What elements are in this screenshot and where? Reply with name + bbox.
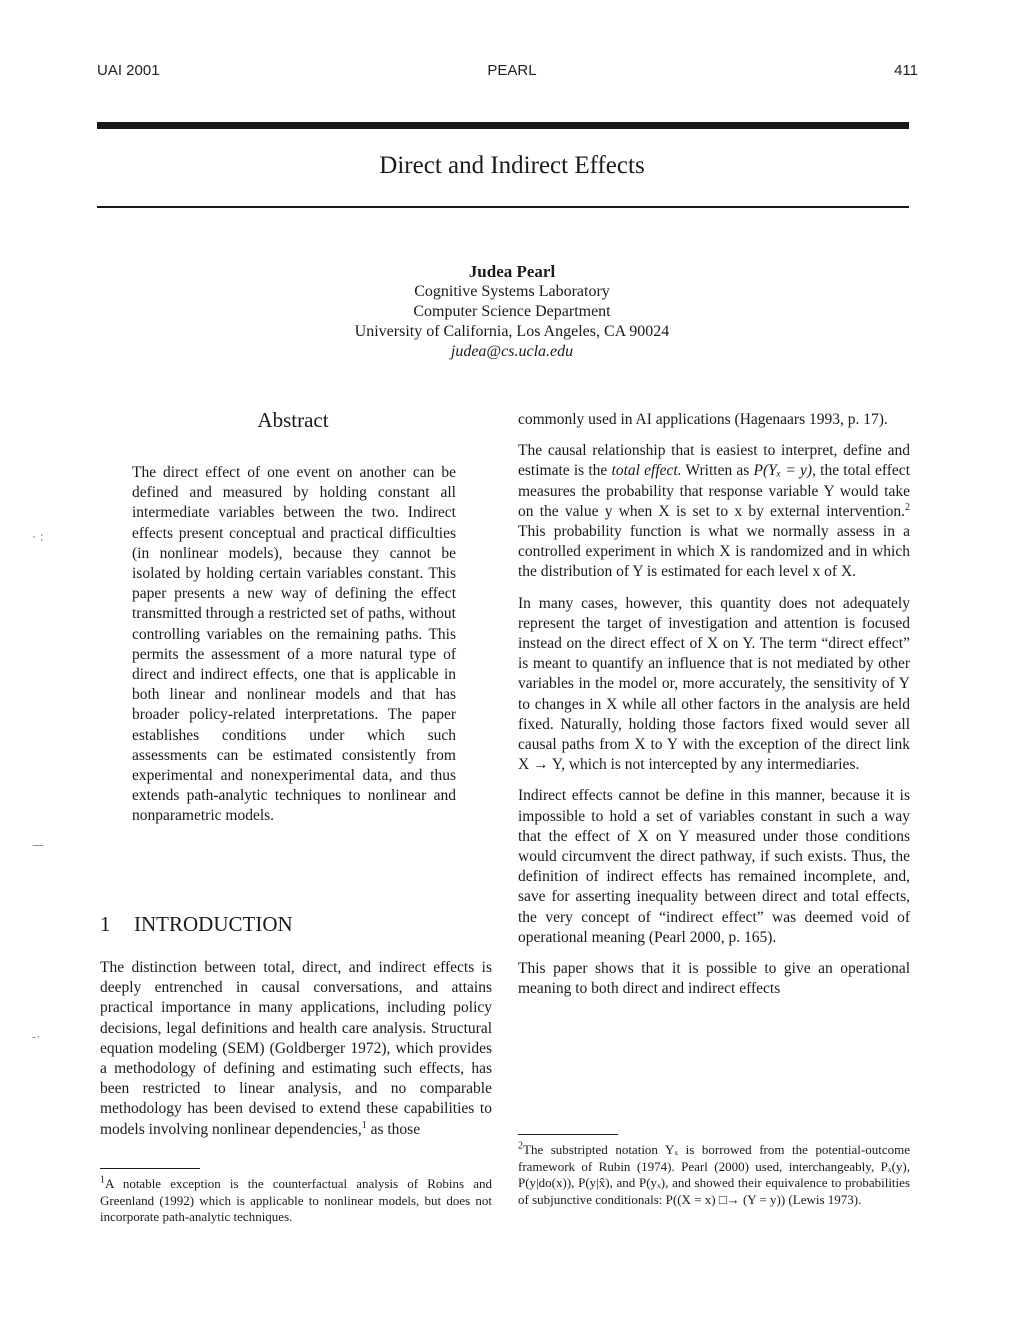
- total-effect-text-b: Written as: [681, 462, 754, 480]
- author-email: judea@cs.ucla.edu: [450, 343, 574, 360]
- running-header-author: PEARL: [487, 62, 537, 79]
- footnote-rule-right: [518, 1134, 618, 1135]
- section-title: INTRODUCTION: [134, 912, 293, 936]
- intro-text-part2: as those: [366, 1120, 421, 1138]
- footnote-2: [518, 1142, 910, 1208]
- abstract-heading: Abstract: [257, 408, 329, 432]
- author-block: [0, 262, 1024, 362]
- section-heading-introduction: [100, 912, 293, 937]
- total-effect-text-a: The causal relationship that is easiest to interpret, define and estimate is the: [518, 442, 910, 480]
- footnote-2-mark: 2: [518, 1140, 523, 1152]
- author-affiliation-university: University of California, Los Angeles, CA 90024: [354, 323, 670, 340]
- margin-scan-mark: —: [32, 838, 44, 852]
- margin-scan-mark: · :: [32, 530, 44, 544]
- footnote-rule-left: [100, 1168, 200, 1169]
- total-effect-term: total effect.: [611, 462, 682, 480]
- footnote-1-mark: 1: [100, 1174, 105, 1186]
- intro-text-part1: The distinction between total, direct, and indirect effects is deeply entrenched in causal conversations, and attains practical importance in many applications, including policy decisions, legal definitions and health care analysis. Structural equation modeling (SEM) (Goldberger 1972), which provides a methodology of defining and estimating such effects, has been restricted to linear analysis, and no comparable methodology has been devised to extend these capabilities to models involving nonlinear dependencies,: [100, 959, 492, 1138]
- right-paragraph-total-effect: [518, 441, 910, 582]
- total-effect-text-d: This probability function is what we normally assess in a controlled experiment in which X is randomized and in which the distribution of Y is estimated for each level x of X.: [518, 523, 910, 581]
- title-rule-bottom: [97, 206, 909, 208]
- author-affiliation-lab: Cognitive Systems Laboratory: [414, 283, 610, 300]
- footnote-2-ref: 2: [905, 501, 910, 513]
- total-effect-text-c: , the total effect measures the probability that response variable Y would take on the value y when X is set to x by external intervention.: [518, 462, 910, 520]
- right-paragraph-contribution: This paper shows that it is possible to give an operational meaning to both direct and indirect effects: [518, 960, 910, 998]
- margin-scan-mark: -·: [32, 1030, 41, 1044]
- right-paragraph-continuation: commonly used in AI applications (Hagenaars 1993, p. 17).: [518, 411, 888, 428]
- footnote-2-text: The substripted notation Yₓ is borrowed from the potential-outcome framework of Rubin (1974). Pearl (2000) used, interchangeably, Pₓ(y), P(y|do(x)), P(y|x̂), and P(yₓ), and showed their equivalence to probabilities of subjunctive conditionals: P((X = x) □→ (Y = y)) (Lewis 1973).: [518, 1142, 910, 1207]
- abstract-text: The direct effect of one event on another can be defined and measured by holding constant all intermediate variables between the two. Indirect effects present conceptual and practical difficulties (in nonlinear models), because they cannot be isolated by holding certain variables constant. This paper presents a new way of defining the effect transmitted through a restricted set of paths, without controlling variables on the remaining paths. This permits the assessment of a more natural type of direct and indirect effects, one that is applicable in both linear and nonlinear models and that has broader policy-related interpretations. The paper establishes conditions under which such assessments can be estimated consistently from experimental and nonexperimental data, and thus extends path-analytic techniques to nonlinear and nonparametric models.: [132, 464, 456, 825]
- author-name: Judea Pearl: [468, 262, 556, 281]
- right-column: [518, 410, 910, 1010]
- section-number: 1: [100, 912, 111, 936]
- total-effect-formula: P(Yₓ = y): [753, 462, 813, 480]
- footnote-1: [100, 1176, 492, 1226]
- paper-title: Direct and Indirect Effects: [379, 152, 645, 179]
- intro-paragraph: [100, 958, 492, 1140]
- author-affiliation-dept: Computer Science Department: [413, 303, 611, 320]
- footnote-1-ref: 1: [361, 1119, 367, 1131]
- running-header-venue: UAI 2001: [97, 62, 160, 79]
- page-number: 411: [894, 62, 918, 79]
- right-paragraph-direct-effect: In many cases, however, this quantity does not adequately represent the target of investigation and attention is focused instead on the direct effect of X on Y. The term “direct effect” is meant to quantify an influence that is not mediated by other variables in the model or, more accurately, the sensitivity of Y to changes in X while all other factors in the analysis are held fixed. Naturally, holding those factors fixed would sever all causal paths from X to Y with the exception of the direct link X → Y, which is not intercepted by any intermediaries.: [518, 594, 910, 774]
- footnote-1-text: A notable exception is the counterfactual analysis of Robins and Greenland (1992) which is applicable to nonlinear models, but does not incorporate path-analytic techniques.: [100, 1176, 492, 1224]
- right-paragraph-indirect-effect: Indirect effects cannot be define in this manner, because it is impossible to hold a set of variables constant in such a way that the effect of X on Y measured under those conditions would circumvent the direct pathway, if such exists. Thus, the definition of indirect effects has remained incomplete, and, save for asserting inequality between direct and total effects, the very concept of “indirect effect” was deemed void of operational meaning (Pearl 2000, p. 165).: [518, 787, 910, 946]
- title-rule-top: [97, 122, 909, 129]
